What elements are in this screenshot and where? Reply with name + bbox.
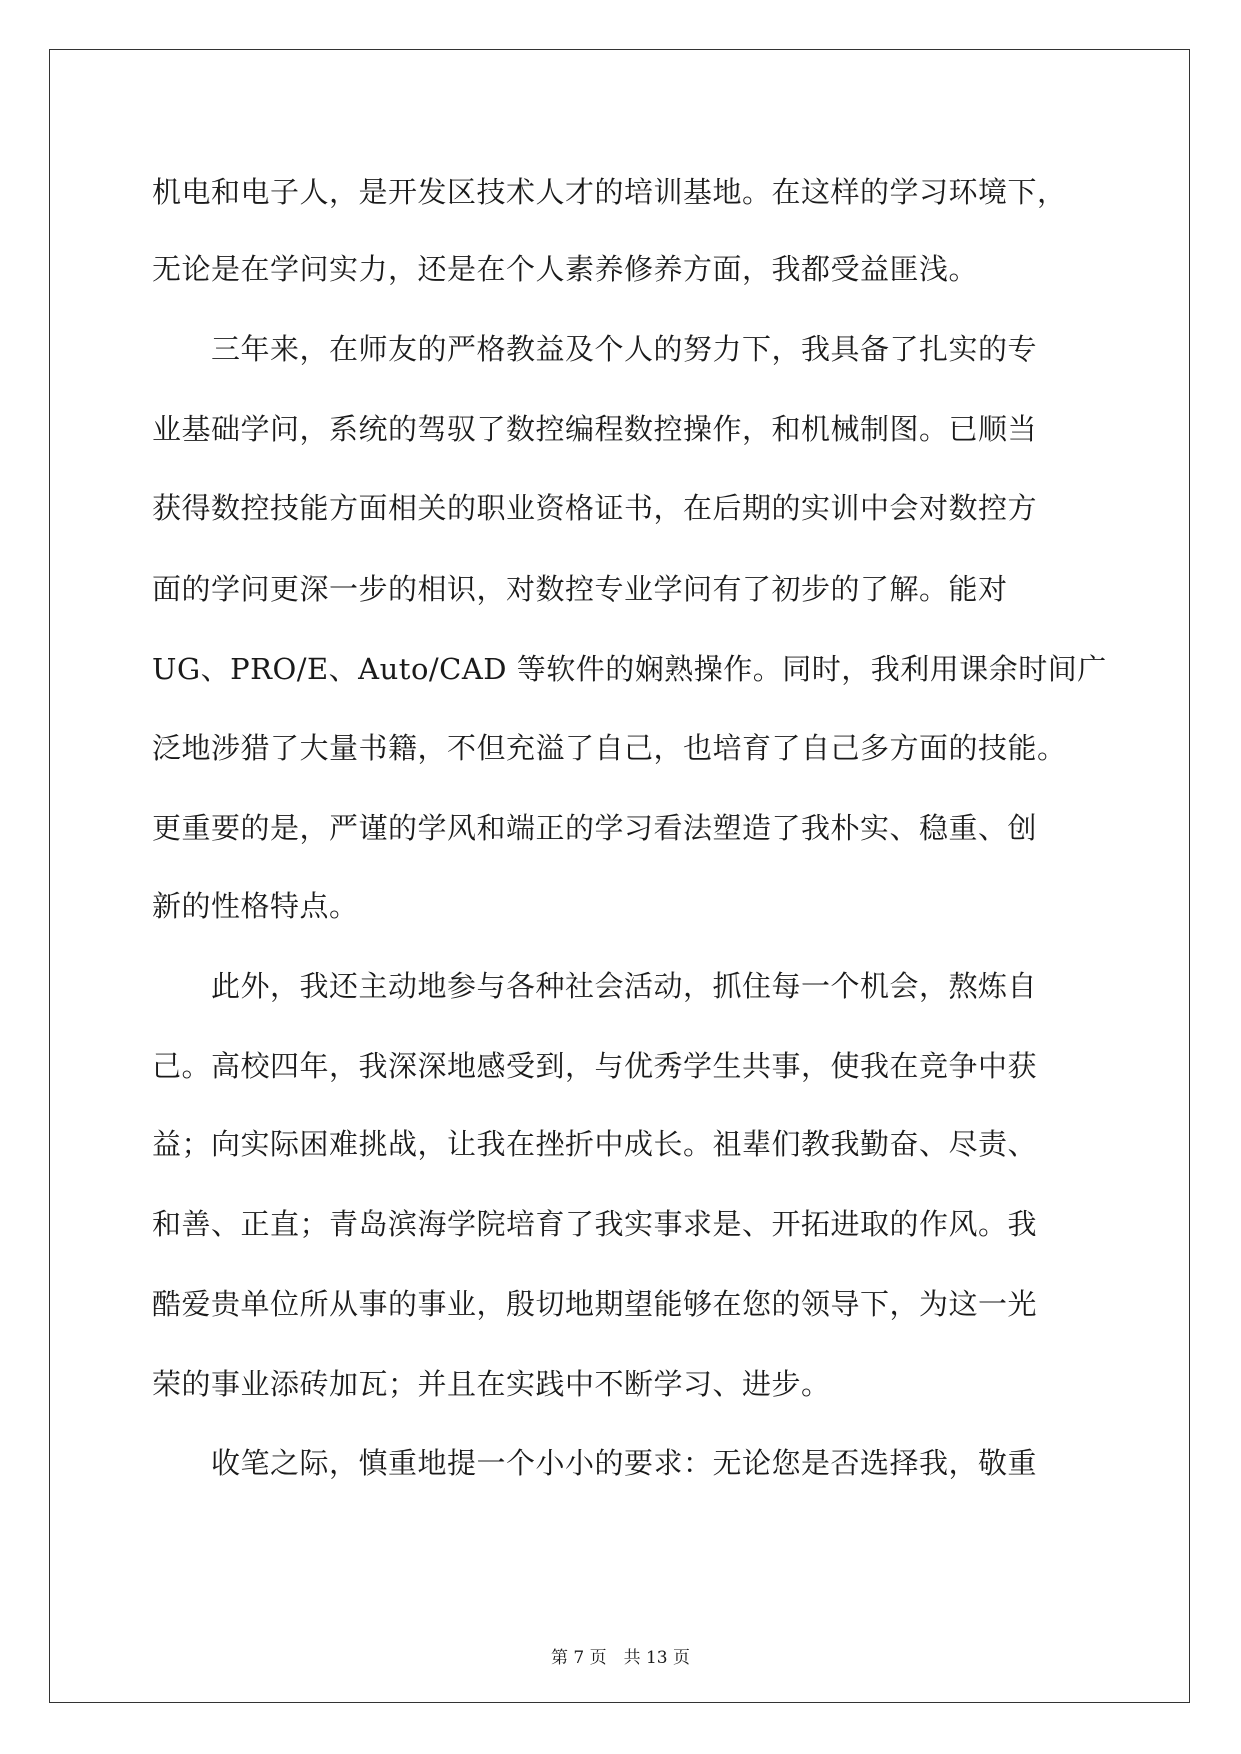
text-line: 业基础学问，系统的驾驭了数控编程数控操作，和机械制图。已顺当 [152,412,1038,446]
page-number: 第 7 页 [550,1648,607,1668]
text-line: 益；向实际困难挑战，让我在挫折中成长。祖辈们教我勤奋、尽责、 [152,1127,1038,1161]
text-line: 三年来，在师友的严格教益及个人的努力下，我具备了扎实的专 [152,332,1038,366]
text-line: 己。高校四年，我深深地感受到，与优秀学生共事，使我在竞争中获 [152,1049,1038,1083]
text-line: 机电和电子人，是开发区技术人才的培训基地。在这样的学习环境下， [152,175,1067,209]
text-line: 无论是在学问实力，还是在个人素养修养方面，我都受益匪浅。 [152,252,979,286]
text-line: 酷爱贵单位所从事的事业，殷切地期望能够在您的领导下，为这一光 [152,1287,1038,1321]
text-line: 收笔之际，慎重地提一个小小的要求：无论您是否选择我，敬重 [152,1446,1038,1480]
text-line: 面的学问更深一步的相识，对数控专业学问有了初步的了解。能对 [152,572,1008,606]
text-line: 荣的事业添砖加瓦；并且在实践中不断学习、进步。 [152,1367,831,1401]
page-total: 共 13 页 [623,1648,691,1668]
text-line: 此外，我还主动地参与各种社会活动，抓住每一个机会，熬炼自 [152,969,1038,1003]
text-line: UG、PRO/E、Auto/CAD 等软件的娴熟操作。同时，我利用课余时间广 [152,652,1107,686]
text-line: 获得数控技能方面相关的职业资格证书，在后期的实训中会对数控方 [152,491,1038,525]
text-line: 和善、正直；青岛滨海学院培育了我实事求是、开拓进取的作风。我 [152,1207,1038,1241]
text-line: 泛地涉猎了大量书籍，不但充溢了自己，也培育了自己多方面的技能。 [152,731,1067,765]
page-footer [0,1646,1241,1670]
text-line: 新的性格特点。 [152,889,359,923]
text-line: 更重要的是，严谨的学风和端正的学习看法塑造了我朴实、稳重、创 [152,811,1038,845]
